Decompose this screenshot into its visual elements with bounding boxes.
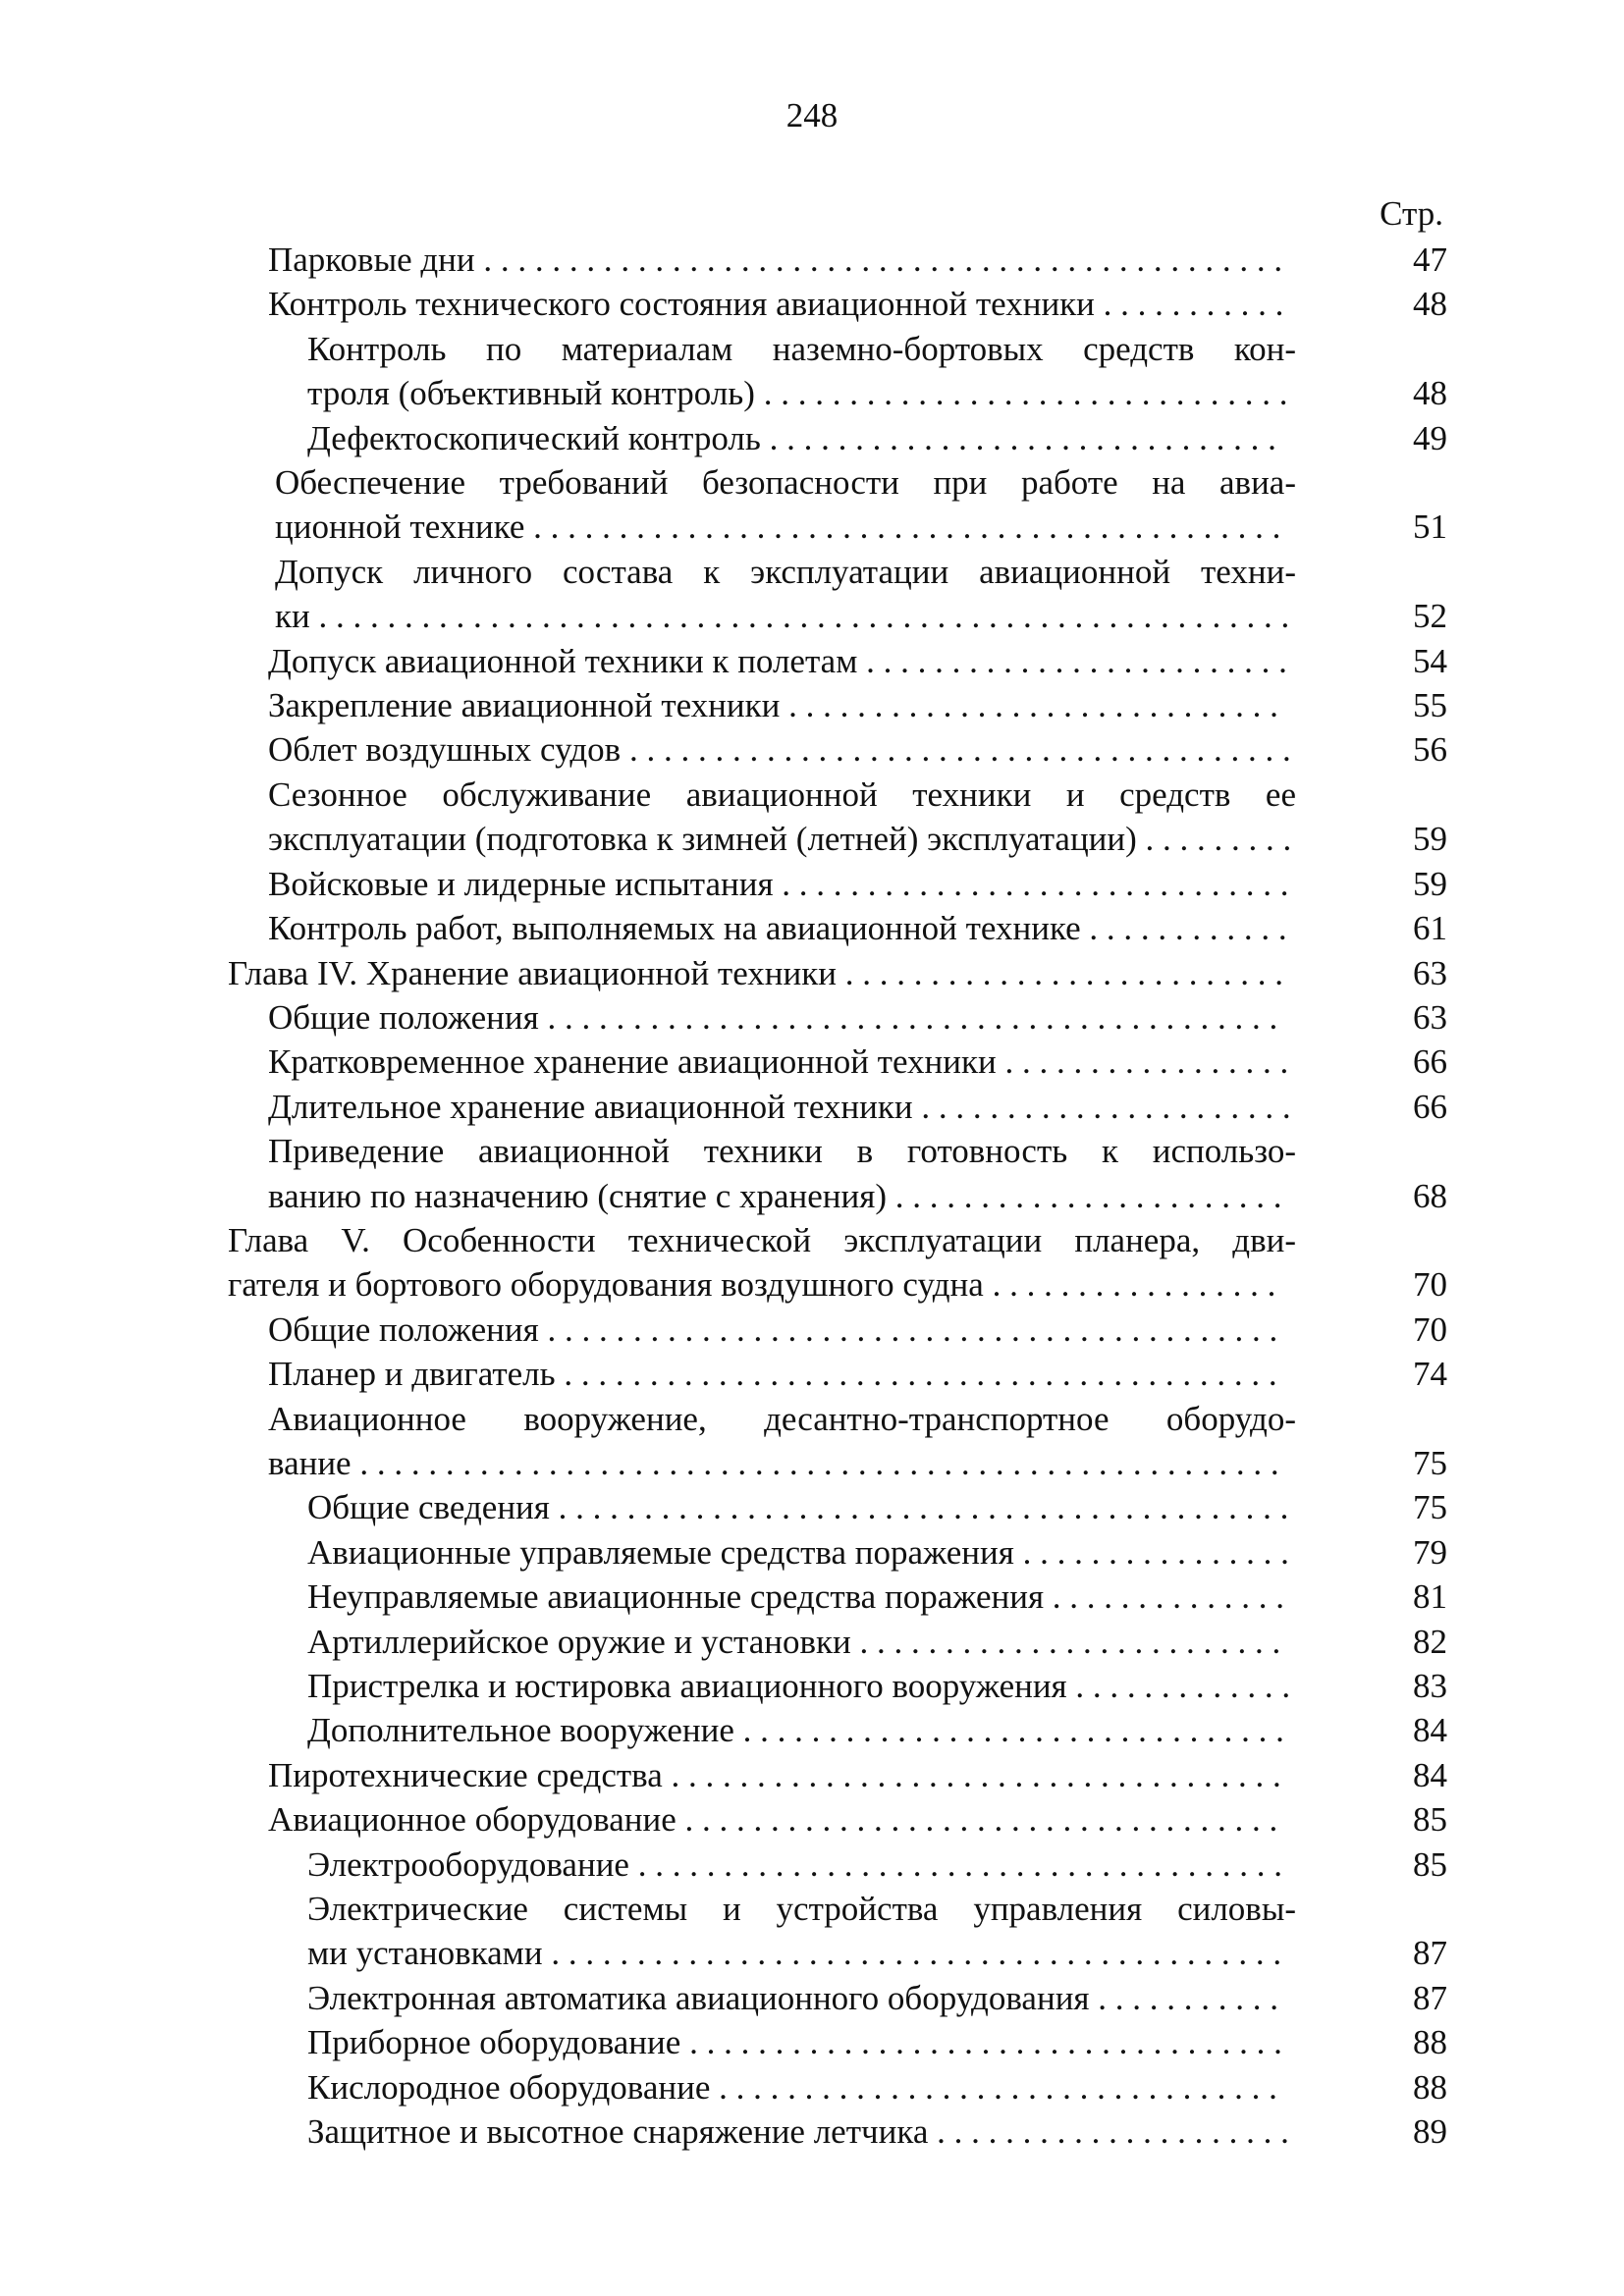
toc-entry bbox=[0, 550, 1624, 639]
toc-entry-line: Сезонное обслуживание авиационной техники и средств ее bbox=[268, 774, 1296, 814]
toc-entry-title bbox=[228, 1218, 1296, 1308]
toc-entry-title bbox=[307, 1664, 1296, 1708]
toc-entry bbox=[0, 1753, 1624, 1797]
toc-entry-line: Дополнительное вооружение . . . . . . . . . . . . . . . . . . . . . . . . . . . . . . . . bbox=[307, 1711, 1284, 1750]
dot-leader: . . . . . . . . . bbox=[1136, 820, 1292, 859]
dot-leader: . . . . . . . . . . . . . . . . . . . . . . . . . . . . . . . . . . . . . . . . . . . bbox=[538, 1309, 1278, 1349]
toc-entry bbox=[0, 727, 1624, 772]
toc-entry-line: Войсковые и лидерные испытания . . . . . . . . . . . . . . . . . . . . . . . . . . . . . . bbox=[268, 864, 1289, 903]
toc-entry-title bbox=[307, 1485, 1296, 1529]
toc-entry-title bbox=[268, 1308, 1296, 1352]
toc-entry-line: ки . . . . . . . . . . . . . . . . . . . . . . . . . . . . . . . . . . . . . . . . . . . . . . . . . . . . . . . . . bbox=[275, 597, 1290, 636]
toc-entry bbox=[0, 1887, 1624, 1976]
toc-entry bbox=[0, 282, 1624, 326]
dot-leader: . . . . . . . . . . . . . . . . . . . . . . . . . bbox=[850, 1622, 1281, 1661]
toc-entry-page: 81 bbox=[1413, 1577, 1447, 1617]
toc-entry-line: Электронная автоматика авиационного оборудования . . . . . . . . . . . bbox=[307, 1978, 1279, 2017]
toc-entry-line: Приборное оборудование . . . . . . . . . . . . . . . . . . . . . . . . . . . . . . . . . . . bbox=[307, 2023, 1282, 2062]
toc-entry-title bbox=[268, 995, 1296, 1040]
toc-entry-line: Контроль технического состояния авиационной техники . . . . . . . . . . . bbox=[268, 285, 1284, 324]
toc-entry-line: Обеспечение требований безопасности при работе на авиа- bbox=[275, 463, 1296, 503]
dot-leader: . . . . . . . . . . . . . . . . . . . . . . . . . . bbox=[837, 953, 1283, 992]
toc-entry-title bbox=[268, 1352, 1296, 1396]
toc-entry-line: Артиллерийское оружие и установки . . . . . . . . . . . . . . . . . . . . . . . . . bbox=[307, 1622, 1281, 1661]
toc-entry bbox=[0, 1708, 1624, 1752]
toc-entry-title bbox=[275, 460, 1296, 550]
toc-entry-line: Приведение авиационной техники в готовность к использо- bbox=[268, 1132, 1296, 1171]
toc-entry bbox=[0, 1575, 1624, 1619]
toc-entry bbox=[0, 1620, 1624, 1664]
toc-entry-line: Общие положения . . . . . . . . . . . . . . . . . . . . . . . . . . . . . . . . . . . . . . . . . . . bbox=[268, 997, 1278, 1037]
toc-entries bbox=[0, 238, 1624, 2154]
dot-leader: . . . . . . . . . . . . . . . . . . . . . . . . . . . . . . . . . bbox=[710, 2067, 1277, 2107]
toc-entry-page: 51 bbox=[1413, 507, 1447, 547]
toc-entry-page: 61 bbox=[1413, 909, 1447, 948]
toc-entry bbox=[0, 460, 1624, 550]
toc-entry bbox=[0, 639, 1624, 683]
toc-entry-title bbox=[268, 683, 1296, 727]
dot-leader: . . . . . . . . . . . . . . . . . . . . . . . . . . . . . . . . . . . . . . . bbox=[621, 730, 1291, 770]
toc-entry-page: 48 bbox=[1413, 374, 1447, 413]
dot-leader: . . . . . . . . . . . . . . . . . . . . . . . . . . . . . . . . . . . bbox=[680, 2023, 1282, 2062]
dot-leader: . . . . . . . . . . . . . . . . . . . . . bbox=[928, 2112, 1289, 2152]
dot-leader: . . . . . . . . . . . . . . . . . . . . . . . . . . . . . . . . . . . . . . . . . . . . . . . . . . . . . . bbox=[351, 1443, 1279, 1482]
toc-entry-page: 59 bbox=[1413, 864, 1447, 903]
toc-entry-title bbox=[268, 906, 1296, 950]
toc-entry-line: Облет воздушных судов . . . . . . . . . . . . . . . . . . . . . . . . . . . . . . . . . . . . . . . bbox=[268, 730, 1291, 770]
toc-entry bbox=[0, 1040, 1624, 1084]
toc-entry-page: 87 bbox=[1413, 1934, 1447, 1973]
toc-entry bbox=[0, 327, 1624, 416]
toc-entry-line: Глава V. Особенности технической эксплуатации планера, дви- bbox=[228, 1220, 1296, 1259]
toc-entry-page: 75 bbox=[1413, 1443, 1447, 1482]
toc-entry bbox=[0, 2020, 1624, 2064]
toc-entry-page: 82 bbox=[1413, 1622, 1447, 1661]
toc-entry bbox=[0, 1530, 1624, 1575]
toc-entry bbox=[0, 1129, 1624, 1218]
toc-entry-title bbox=[307, 1530, 1296, 1575]
toc-entry-page: 52 bbox=[1413, 597, 1447, 636]
toc-entry-line: Электрооборудование . . . . . . . . . . . . . . . . . . . . . . . . . . . . . . . . . . . . . . bbox=[307, 1844, 1282, 1884]
toc-entry-line: Неуправляемые авиационные средства поражения . . . . . . . . . . . . . . bbox=[307, 1577, 1285, 1617]
toc-entry-page: 59 bbox=[1413, 820, 1447, 859]
toc-entry-page: 63 bbox=[1413, 953, 1447, 992]
toc-entry-page: 84 bbox=[1413, 1711, 1447, 1750]
dot-leader: . . . . . . . . . . . . . . . . . . . . . . . . . . . . . . . . . . . . bbox=[662, 1755, 1281, 1794]
dot-leader: . . . . . . . . . . . . . . . . . . . . . . . . . . . . . . . . . . . . . . . . . . . bbox=[549, 1488, 1289, 1527]
toc-entry-page: 87 bbox=[1413, 1978, 1447, 2017]
toc-entry-page: 47 bbox=[1413, 240, 1447, 279]
toc-entry bbox=[0, 773, 1624, 862]
toc-entry-page: 79 bbox=[1413, 1532, 1447, 1572]
toc-entry-title bbox=[268, 1085, 1296, 1129]
toc-entry bbox=[0, 1218, 1624, 1308]
toc-entry-line: ванию по назначению (снятие с хранения) . . . . . . . . . . . . . . . . . . . . . . . bbox=[268, 1176, 1282, 1215]
toc-entry-page: 75 bbox=[1413, 1488, 1447, 1527]
toc-entry-page: 70 bbox=[1413, 1309, 1447, 1349]
toc-entry-line: Контроль по материалам наземно-бортовых средств кон- bbox=[307, 329, 1296, 368]
toc-entry bbox=[0, 238, 1624, 282]
dot-leader: . . . . . . . . . . . . . . . . . . . . . . . . . . . . . . . . . . . bbox=[676, 1800, 1278, 1840]
toc-entry-title bbox=[307, 1708, 1296, 1752]
toc-entry-line: ми установками . . . . . . . . . . . . . . . . . . . . . . . . . . . . . . . . . . . . . . . . . . . bbox=[307, 1934, 1282, 1973]
toc-entry-line: Дефектоскопический контроль . . . . . . . . . . . . . . . . . . . . . . . . . . . . . . bbox=[307, 418, 1276, 457]
toc-entry-title bbox=[268, 282, 1296, 326]
toc-entry-line: Общие сведения . . . . . . . . . . . . . . . . . . . . . . . . . . . . . . . . . . . . . . . . . . . bbox=[307, 1488, 1289, 1527]
toc-entry bbox=[0, 683, 1624, 727]
toc-entry-title bbox=[307, 2020, 1296, 2064]
toc-entry-line: Длительное хранение авиационной техники . . . . . . . . . . . . . . . . . . . . . . bbox=[268, 1087, 1291, 1126]
toc-entry-title bbox=[268, 639, 1296, 683]
toc-entry-line: вание . . . . . . . . . . . . . . . . . . . . . . . . . . . . . . . . . . . . . . . . . . . . . . . . . . . . . . bbox=[268, 1443, 1279, 1482]
toc-entry-page: 89 bbox=[1413, 2112, 1447, 2152]
toc-entry bbox=[0, 906, 1624, 950]
dot-leader: . . . . . . . . . . . . . . . . . . . . . . . . . . . . . . . . . . . . . . . . . . . bbox=[542, 1934, 1282, 1973]
toc-entry-line: гателя и бортового оборудования воздушного судна . . . . . . . . . . . . . . . . . bbox=[228, 1265, 1276, 1305]
toc-entry-title bbox=[268, 773, 1296, 862]
toc-entry-line: Кислородное оборудование . . . . . . . . . . . . . . . . . . . . . . . . . . . . . . . . . bbox=[307, 2067, 1277, 2107]
toc-entry-title bbox=[307, 1976, 1296, 2020]
toc-entry-page: 56 bbox=[1413, 730, 1447, 770]
page-number: 248 bbox=[785, 96, 839, 134]
toc-entry-page: 85 bbox=[1413, 1844, 1447, 1884]
toc-entry bbox=[0, 2109, 1624, 2154]
toc-entry-title bbox=[268, 1129, 1296, 1218]
toc-entry-line: Авиационное оборудование . . . . . . . . . . . . . . . . . . . . . . . . . . . . . . . . . . . bbox=[268, 1800, 1278, 1840]
toc-entry-title bbox=[307, 1842, 1296, 1887]
dot-leader: . . . . . . . . . . . . . . . . . . . . . . . . . . . . . . . . . . . . . . . . . . . . bbox=[524, 507, 1281, 547]
dot-leader: . . . . . . . . . . . bbox=[1089, 1978, 1279, 2017]
dot-leader: . . . . . . . . . . . . . . bbox=[1044, 1577, 1285, 1617]
toc-entry bbox=[0, 416, 1624, 460]
dot-leader: . . . . . . . . . . . . . . . . . bbox=[996, 1042, 1289, 1082]
toc-entry-line: Закрепление авиационной техники . . . . . . . . . . . . . . . . . . . . . . . . . . . . . bbox=[268, 686, 1278, 725]
toc-entry-line: Парковые дни . . . . . . . . . . . . . . . . . . . . . . . . . . . . . . . . . . . . . . . . . . . . . . . bbox=[268, 240, 1283, 279]
toc-entry bbox=[0, 1842, 1624, 1887]
toc-entry-page: 83 bbox=[1413, 1667, 1447, 1705]
toc-entry-page: 63 bbox=[1413, 997, 1447, 1037]
toc-entry-page: 54 bbox=[1413, 641, 1447, 680]
toc-entry-title bbox=[307, 2065, 1296, 2109]
toc-entry-page: 88 bbox=[1413, 2067, 1447, 2107]
dot-leader: . . . . . . . . . . . . . . . . . . . . . . . . . . . . . . . . bbox=[733, 1711, 1284, 1750]
dot-leader: . . . . . . . . . . . . . . . . . . . . . . . bbox=[887, 1176, 1282, 1215]
toc-entry-title bbox=[275, 550, 1296, 639]
toc-entry-title bbox=[228, 951, 1296, 995]
toc-entry bbox=[0, 1308, 1624, 1352]
toc-entry-line: Глава IV. Хранение авиационной техники . . . . . . . . . . . . . . . . . . . . . . . . . . bbox=[228, 953, 1283, 992]
dot-leader: . . . . . . . . . . . . . . . . bbox=[1013, 1532, 1289, 1572]
toc-entry bbox=[0, 1397, 1624, 1486]
toc-entry-line: Авиационные управляемые средства поражения . . . . . . . . . . . . . . . . bbox=[307, 1532, 1289, 1572]
toc-entry bbox=[0, 995, 1624, 1040]
dot-leader: . . . . . . . . . . . . . . . . . . . . . . . . . . . . . . . . . . . . . . . . . . bbox=[555, 1355, 1277, 1394]
toc-entry-line: Планер и двигатель . . . . . . . . . . . . . . . . . . . . . . . . . . . . . . . . . . . . . . . . . . bbox=[268, 1355, 1277, 1394]
toc-entry-title bbox=[268, 238, 1296, 282]
toc-entry-page: 85 bbox=[1413, 1800, 1447, 1840]
toc-entry-title bbox=[307, 416, 1296, 460]
toc-entry bbox=[0, 1085, 1624, 1129]
toc-entry-page: 88 bbox=[1413, 2023, 1447, 2062]
toc-entry-page: 49 bbox=[1413, 418, 1447, 457]
dot-leader: . . . . . . . . . . . . . . . . . . . . . . . . . bbox=[857, 641, 1287, 680]
toc-entry-line: ционной технике . . . . . . . . . . . . . . . . . . . . . . . . . . . . . . . . . . . . . . . . . . . . bbox=[275, 507, 1281, 547]
toc-entry bbox=[0, 951, 1624, 995]
toc-entry-page: 68 bbox=[1413, 1176, 1447, 1215]
dot-leader: . . . . . . . . . . . . . bbox=[1066, 1667, 1291, 1705]
toc-entry-line: Допуск личного состава к эксплуатации авиационной техни- bbox=[275, 552, 1296, 591]
toc-entry-line: Пристрелка и юстировка авиационного вооружения . . . . . . . . . . . . . bbox=[307, 1667, 1291, 1705]
toc-entry-title bbox=[307, 2109, 1296, 2154]
toc-entry bbox=[0, 1485, 1624, 1529]
toc-entry-page: 66 bbox=[1413, 1042, 1447, 1082]
dot-leader: . . . . . . . . . . . . . . . . . . . . . . . . . . . . . . . . . . . . . . bbox=[628, 1844, 1282, 1884]
toc-entry-line: троля (объективный контроль) . . . . . . . . . . . . . . . . . . . . . . . . . . . . . . . bbox=[307, 374, 1288, 413]
page-column-header: Стр. bbox=[1380, 194, 1443, 233]
toc-entry bbox=[0, 1976, 1624, 2020]
toc-entry-line: Пиротехнические средства . . . . . . . . . . . . . . . . . . . . . . . . . . . . . . . . . . . . bbox=[268, 1755, 1281, 1794]
dot-leader: . . . . . . . . . . . . . . . . . . . . . . bbox=[912, 1087, 1291, 1126]
toc-entry bbox=[0, 1797, 1624, 1842]
dot-leader: . . . . . . . . . . . . . . . . . . . . . . . . . . . . . . . . . . . . . . . . . . . bbox=[538, 997, 1278, 1037]
toc-entry bbox=[0, 2065, 1624, 2109]
dot-leader: . . . . . . . . . . . . . . . . . . . . . . . . . . . . . . . . . . . . . . . . . . . . . . . bbox=[474, 240, 1283, 279]
toc-entry-page: 84 bbox=[1413, 1755, 1447, 1794]
toc-entry bbox=[0, 1352, 1624, 1396]
toc-entry-line: Контроль работ, выполняемых на авиационной технике . . . . . . . . . . . . bbox=[268, 909, 1287, 948]
toc-entry-title bbox=[268, 1753, 1296, 1797]
toc-entry-title bbox=[307, 1620, 1296, 1664]
toc-entry-title bbox=[268, 1040, 1296, 1084]
toc-entry-page: 66 bbox=[1413, 1087, 1447, 1126]
toc-entry-title bbox=[307, 1575, 1296, 1619]
toc-entry-line: Защитное и высотное снаряжение летчика . . . . . . . . . . . . . . . . . . . . . bbox=[307, 2112, 1289, 2152]
toc-entry-page: 70 bbox=[1413, 1265, 1447, 1305]
toc-entry-page: 55 bbox=[1413, 686, 1447, 725]
dot-leader: . . . . . . . . . . . . . . . . . bbox=[983, 1265, 1276, 1305]
dot-leader: . . . . . . . . . . . . . . . . . . . . . . . . . . . . . . bbox=[773, 864, 1289, 903]
dot-leader: . . . . . . . . . . . . . . . . . . . . . . . . . . . . . bbox=[780, 686, 1278, 725]
dot-leader: . . . . . . . . . . . . bbox=[1080, 909, 1287, 948]
toc-entry-title bbox=[307, 327, 1296, 416]
toc-entry bbox=[0, 1664, 1624, 1708]
toc-entry-line: Кратковременное хранение авиационной техники . . . . . . . . . . . . . . . . . bbox=[268, 1042, 1289, 1082]
toc-entry-line: Общие положения . . . . . . . . . . . . . . . . . . . . . . . . . . . . . . . . . . . . . . . . . . . bbox=[268, 1309, 1278, 1349]
toc-entry-title bbox=[307, 1887, 1296, 1976]
toc-entry-title bbox=[268, 1397, 1296, 1486]
toc-entry-title bbox=[268, 727, 1296, 772]
toc-entry-line: Авиационное вооружение, десантно-транспортное оборудо- bbox=[268, 1399, 1296, 1438]
toc-entry-page: 48 bbox=[1413, 285, 1447, 324]
toc-entry-title bbox=[268, 862, 1296, 906]
dot-leader: . . . . . . . . . . . . . . . . . . . . . . . . . . . . . . . bbox=[754, 374, 1288, 413]
toc-entry bbox=[0, 862, 1624, 906]
toc-entry-line: эксплуатации (подготовка к зимней (летней) эксплуатации) . . . . . . . . . bbox=[268, 820, 1292, 859]
toc-entry-title bbox=[268, 1797, 1296, 1842]
toc-entry-line: Допуск авиационной техники к полетам . . . . . . . . . . . . . . . . . . . . . . . . . bbox=[268, 641, 1287, 680]
dot-leader: . . . . . . . . . . . bbox=[1094, 285, 1284, 324]
dot-leader: . . . . . . . . . . . . . . . . . . . . . . . . . . . . . . bbox=[760, 418, 1276, 457]
toc-entry-line: Электрические системы и устройства управления силовы- bbox=[307, 1890, 1296, 1929]
dot-leader: . . . . . . . . . . . . . . . . . . . . . . . . . . . . . . . . . . . . . . . . . . . . . . . . . . . . . . . . . bbox=[309, 597, 1290, 636]
toc-entry-page: 74 bbox=[1413, 1355, 1447, 1394]
